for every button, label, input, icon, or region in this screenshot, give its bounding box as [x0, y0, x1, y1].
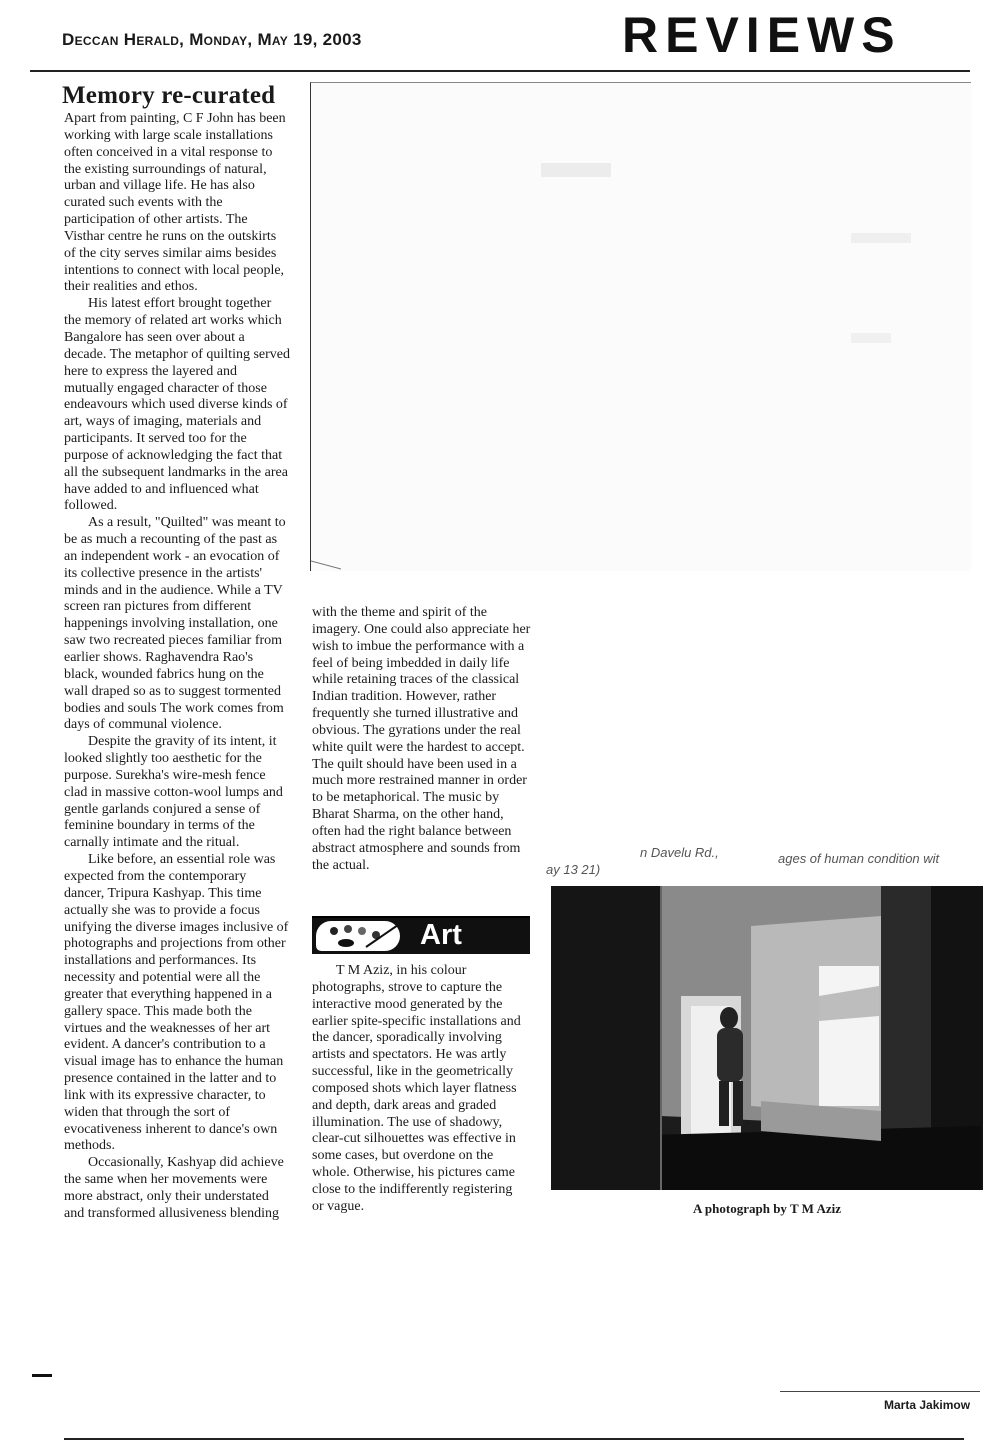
paragraph: T M Aziz, in his colour photographs, strove to capture the interactive mood generated by the earlier spite-specific installations and the dancer, sporadically involving artists and spectators. He was artly successful, like in the geometrically composed shots which layer flatness and depth, dark areas and graded illumination. The use of shadowy, clear-cut silhouettes was effective in some cases, but overdone on the whole. Otherwise, his pictures came close to the indifferently registering or vague. — [312, 963, 521, 1214]
margin-mark — [32, 1374, 52, 1377]
palette-drawing — [316, 921, 400, 951]
article-headline: Memory re-curated — [62, 82, 276, 109]
article-column-1 — [64, 111, 290, 1223]
newspaper-date-line: Deccan Herald, Monday, May 19, 2003 — [62, 30, 362, 49]
section-title: REVIEWS — [622, 7, 902, 63]
tm-aziz-photograph — [551, 886, 983, 1190]
photo-caption: A photograph by T M Aziz — [693, 1201, 841, 1216]
photograph-scene — [551, 886, 983, 1190]
paragraph: Occasionally, Kashyap did achieve the same when her movements were more abstract, only their understated and transformed allusiveness blending — [64, 1155, 284, 1221]
paragraph: His latest effort brought together the memory of related art works which Bangalore has seen over about a decade. The metaphor of quilting served here to express the layered and mutually engaged character of those endeavours which used diverse kinds of art, ways of imaging, materials and participants. It served too for the purpose of acknowledging the fact that all the subsequent landmarks in the area have added to and influenced what followed. — [64, 296, 290, 514]
bleed-through-text: n Davelu Rd., — [640, 845, 719, 860]
article-column-2 — [312, 605, 532, 875]
faded-photo-area — [310, 82, 971, 571]
palette-icon — [316, 921, 400, 951]
byline-rule — [780, 1391, 980, 1392]
article-column-3 — [312, 963, 524, 1216]
paragraph: Despite the gravity of its intent, it looked slightly too aesthetic for the purpose. Surekha's wire-mesh fence clad in massive cotton-wool lumps and gentle garlands conjured a sense of feminine boundary in terms of the carnally intimate and the ritual. — [64, 734, 283, 851]
paragraph: As a result, "Quilted" was meant to be as much a recounting of the past as an independent work - an evocation of its collective presence in the artists' minds and in the audience. While a TV screen ran pictures from different happenings involving installation, one saw two recreated pieces familiar from earlier shows. Raghavendra Rao's black, wounded fabrics hung on the wall draped so as to suggest tormented bodies and souls The work comes from days of communal violence. — [64, 515, 286, 733]
bleed-through-text: ay 13 21) — [546, 862, 601, 877]
byline: Marta Jakimow — [884, 1398, 971, 1412]
paragraph: Apart from painting, C F John has been working with large scale installations often conceived in a vital response to the existing surroundings of natural, urban and village life. He has also curated such events with the participation of other artists. The Visthar centre he runs on the outskirts of the city serves similar aims besides intentions to connect with local people, their realities and ethos. — [64, 111, 286, 295]
paragraph: Like before, an essential role was expected from the contemporary dancer, Tripura Kashyap. This time actually she was to provide a focus unifying the diverse images inclusive of photographs and projections from other installations and performances. Its necessity and potential were all the greater that everything happened in a gallery space. This made both the virtues and the weaknesses of her art evident. A dancer's contribution to a visual image has to enhance the human presence contained in the latter and to link with its expressive character, to widen that through the sort of evocativeness inherent to dance's own methods. — [64, 852, 289, 1154]
art-section-label: Art — [420, 919, 462, 951]
bottom-rule — [64, 1438, 964, 1440]
bleed-through-text: ages of human condition wit — [778, 851, 940, 866]
art-section-banner — [312, 916, 530, 954]
paragraph: with the theme and spirit of the imagery. One could also appreciate her wish to imbue the performance with a feel of being imbedded in daily life while retaining traces of the classical Indian tradition. However, rather frequently she turned illustrative and obvious. The gyrations under the real white quilt were the hardest to accept. The quilt should have been used in a much more restrained manner in order to be metaphorical. The music by Bharat Sharma, on the other hand, often had the right balance between abstract atmosphere and sounds from the actual. — [312, 605, 531, 873]
faded-photo-texture — [311, 83, 971, 571]
top-rule — [30, 70, 970, 72]
